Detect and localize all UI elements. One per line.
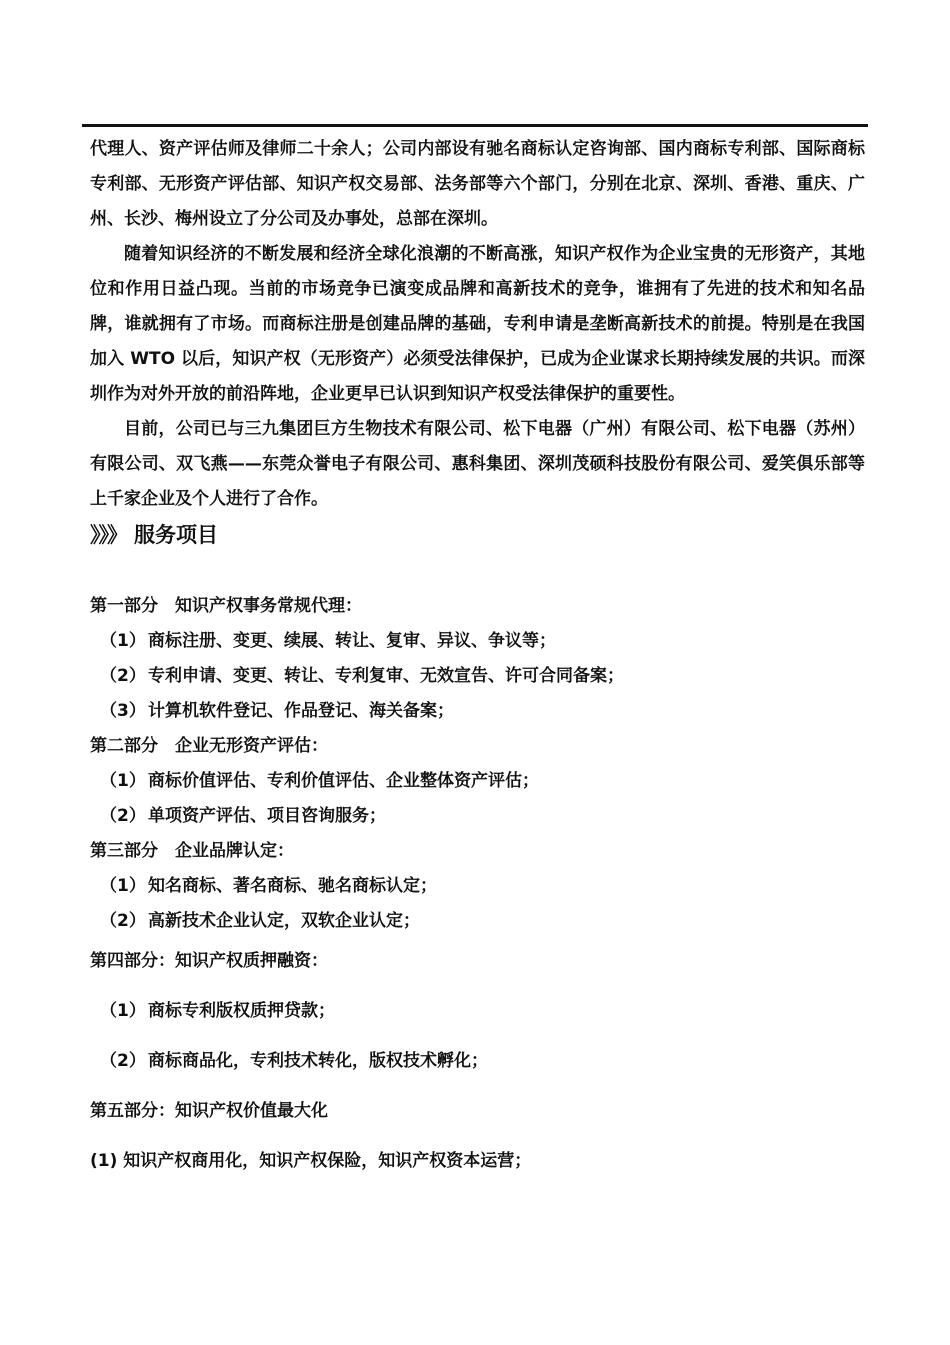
spacer <box>90 1129 865 1144</box>
item-number: （1） <box>100 876 146 896</box>
item-number: （3） <box>100 701 146 721</box>
item-text: 计算机软件登记、作品登记、海关备案； <box>148 701 454 721</box>
item-text: 商标价值评估、专利价值评估、企业整体资产评估； <box>148 771 539 791</box>
part-4-heading: 第四部分：知识产权质押融资： <box>90 951 328 971</box>
list-item <box>90 799 865 834</box>
part-2-heading: 第二部分 企业无形资产评估： <box>90 736 328 756</box>
item-number: （1） <box>100 771 146 791</box>
intro-paragraph-2: 随着知识经济的不断发展和经济全球化浪潮的不断高涨，知识产权作为企业宝贵的无形资产，其地位和作用日益凸现。当前的市场竞争已演变成品牌和高新技术的竞争，谁拥有了先进的技术和知名品牌，谁就拥有了市场。而商标注册是创建品牌的基础，专利申请是垄断高新技术的前提。特别是在我国加入 WTO 以后，知识产权（无形资产）必须受法律保护，已成为企业谋求长期持续发展的共识。而深圳作为对外开放的前沿阵地，企业更早已认识到知识产权受法律保护的重要性。 <box>90 244 865 404</box>
section-mark-icon: 》》》 <box>90 523 126 547</box>
item-text: 商标商品化，专利技术转化，版权技术孵化； <box>148 1051 488 1071</box>
list-item <box>90 694 865 729</box>
header-rule <box>82 124 868 127</box>
spacer <box>90 979 865 994</box>
item-number: （2） <box>100 1051 146 1071</box>
part-3-heading: 第三部分 企业品牌认定： <box>90 841 294 861</box>
list-item <box>90 764 865 799</box>
intro-paragraph-3: 目前，公司已与三九集团巨方生物技术有限公司、松下电器（广州）有限公司、松下电器（苏州） 有限公司、双飞燕——东莞众誉电子有限公司、惠科集团、深圳茂硕科技股份有限公司、爱笑俱乐部等上千家企业及个人进行了合作。 <box>90 419 865 509</box>
item-text: 知识产权商用化，知识产权保险，知识产权资本运营； <box>123 1151 532 1171</box>
item-number: （2） <box>100 806 146 826</box>
section-title <box>90 517 865 553</box>
part-1-heading: 第一部分 知识产权事务常规代理： <box>90 596 362 616</box>
list-item <box>90 904 865 939</box>
list-item <box>90 1044 865 1079</box>
spacer <box>90 1079 865 1094</box>
list-item <box>90 1144 865 1179</box>
part-5-heading: 第五部分：知识产权价值最大化 <box>90 1101 328 1121</box>
item-number: （2） <box>100 911 146 931</box>
section-title-text: 服务项目 <box>134 523 218 547</box>
list-item <box>90 624 865 659</box>
item-text: 高新技术企业认定，双软企业认定； <box>148 911 420 931</box>
spacer <box>90 553 865 589</box>
spacer <box>90 1029 865 1044</box>
list-item <box>90 869 865 904</box>
item-text: 单项资产评估、项目咨询服务； <box>148 806 386 826</box>
list-item <box>90 659 865 694</box>
intro-paragraph-1: 代理人、资产评估师及律师二十余人；公司内部设有驰名商标认定咨询部、国内商标专利部、国际商标专利部、无形资产评估部、知识产权交易部、法务部等六个部门，分别在北京、深圳、香港、重庆、广州、长沙、梅州设立了分公司及办事处，总部在深圳。 <box>90 139 865 229</box>
item-number: （1） <box>100 1001 146 1021</box>
item-number: （2） <box>100 666 146 686</box>
item-text: 商标专利版权质押贷款； <box>148 1001 335 1021</box>
item-text: 专利申请、变更、转让、专利复审、无效宣告、许可合同备案； <box>148 666 624 686</box>
item-text: 商标注册、变更、续展、转让、复审、异议、争议等； <box>148 631 556 651</box>
list-item <box>90 994 865 1029</box>
document-body <box>90 132 865 1179</box>
item-number: （1） <box>100 631 146 651</box>
item-number: (1) <box>90 1151 118 1171</box>
service-list <box>90 589 865 1179</box>
item-text: 知名商标、著名商标、驰名商标认定； <box>148 876 437 896</box>
